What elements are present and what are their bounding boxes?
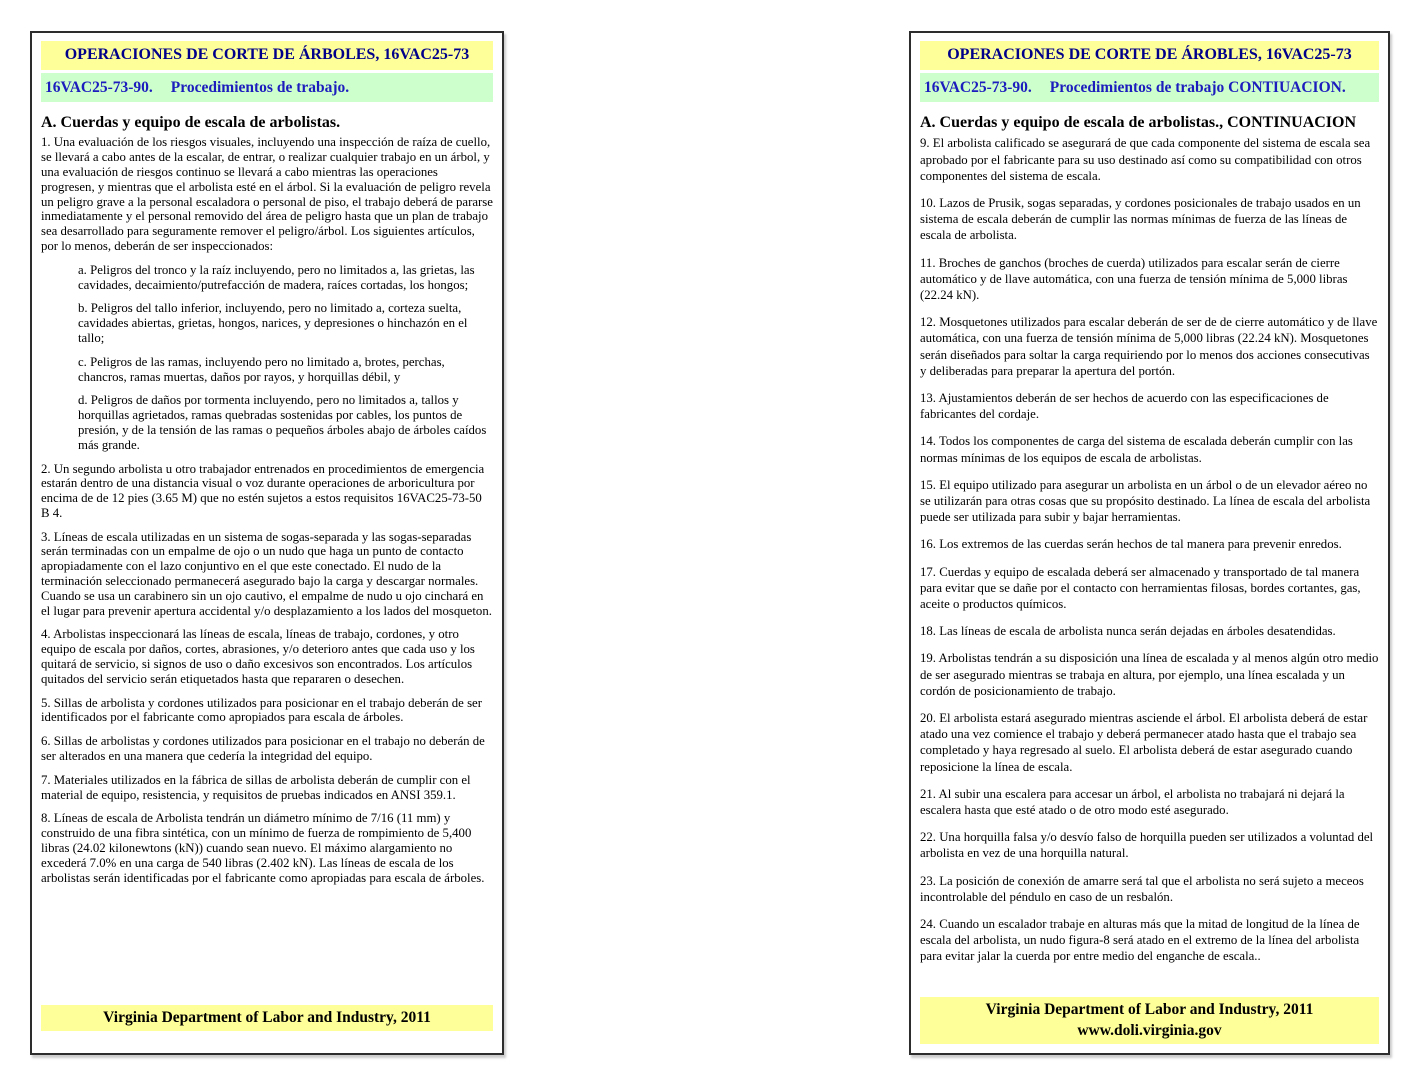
- section-code: 16VAC25-73-90.: [924, 78, 1032, 96]
- page-left: [30, 31, 504, 1055]
- section-title: Procedimientos de trabajo.: [170, 78, 350, 96]
- body-paragraph: 8. Líneas de escala de Arbolista tendrán un diámetro mínimo de 7/16 (11 mm) y construido de una fibra sintética, con un mínimo de fuerza de rompimiento de 5,400 libras (24.02 kilonewtons (kN)) cuando sean nuevo. El máximo alargamiento no excederá 7.0% en una carga de 540 libras (2.402 kN). Las líneas de escala de los arbolistas serán identificadas por el fabricante como apropiadas para escala de árboles.: [41, 811, 485, 885]
- body-paragraph: b. Peligros del tallo inferior, incluyendo, pero no limitado a, corteza suelta, cavidades abiertas, grietas, hongos, narices, y depresiones o hinchazón en el tallo;: [78, 301, 468, 345]
- body-paragraph: 7. Materiales utilizados en la fábrica de sillas de arbolista deberán de cumplir con el material de equipo, resistencia, y requisitos de pruebas indicados en ANSI 359.1.: [41, 772, 471, 802]
- body-paragraph: 14. Todos los componentes de carga del sistema de escalada deberán cumplir con las normas mínimas de los equipos de escala de arbolistas.: [920, 434, 1353, 465]
- section-heading-band: [920, 73, 1379, 102]
- body-paragraph: 18. Las líneas de escala de arbolista nunca serán dejadas en árboles desatendidas.: [920, 624, 1336, 639]
- page-title-banner: OPERACIONES DE CORTE DE ÁRBOLES, 16VAC25-73: [41, 41, 493, 70]
- body-paragraph: 22. Una horquilla falsa y/o desvío falso de horquilla pueden ser utilizados a voluntad del arbolista en vez de una horquilla natural.: [920, 830, 1374, 861]
- footer-line: Virginia Department of Labor and Industry, 2011: [103, 1008, 431, 1026]
- body-paragraph: 10. Lazos de Prusik, sogas separadas, y cordones posicionales de trabajo usados en un sistema de escala deberán de cumplir las normas mínimas de fuerza de las líneas de escala de arbolista.: [920, 195, 1361, 243]
- body-paragraph: 20. El arbolista estará asegurado mientras asciende el árbol. El arbolista deberá de estar atado una vez comience el trabajo y deberá permanecer atado hasta que el trabajo sea completado y haya regresado al suelo. El arbolista deberá de estar asegurado cuando reposicione la línea de escala.: [920, 711, 1368, 774]
- page-footer: [920, 997, 1379, 1044]
- body-paragraph: 24. Cuando un escalador trabaje en alturas más que la mitad de longitud de la línea de escala del arbolista, un nudo figura-8 será atado en el extremo de la línea del arbolista para evitar jalar la cuerda por entre medio del enganche de escala..: [920, 917, 1360, 964]
- body-paragraph: 5. Sillas de arbolista y cordones utilizados para posicionar en el trabajo deberán de ser identificados por el fabricante como apropiados para escala de árboles.: [41, 695, 482, 725]
- body-paragraph: 11. Broches de ganchos (broches de cuerda) utilizados para escalar serán de cierre automático y de llave automática, con una fuerza de tensión mínima de 5,000 libras (22.24 kN).: [920, 255, 1348, 302]
- page-body: [41, 135, 493, 894]
- body-paragraph: 9. El arbolista calificado se asegurará de que cada componente del sistema de escala sea aprobado por el fabricante para su uso destinado así como su compatibilidad con otros componentes del sistema de escala.: [920, 136, 1371, 183]
- body-paragraph: 16. Los extremos de las cuerdas serán hechos de tal manera para prevenir enredos.: [920, 537, 1342, 552]
- body-paragraph: 15. El equipo utilizado para asegurar un arbolista en un árbol o de un elevador aéreo no se utilizarán para otras cosas que su propósito destinado. La línea de escala del arbolista puede ser utilizada para subir y bajar herramientas.: [920, 477, 1371, 525]
- footer-url: www.doli.virginia.gov: [1077, 1021, 1222, 1039]
- body-paragraph: c. Peligros de las ramas, incluyendo pero no limitado a, brotes, perchas, chancros, ramas muertas, daños por rayos, y horquillas débil, y: [78, 354, 445, 384]
- body-paragraph: 19. Arbolistas tendrán a su disposición una línea de escalada y al menos algún otro medio de ser asegurado mientras se trabaja en altura, por ejemplo, una línea escalada y un cordón de posicionamiento de trabajo.: [920, 651, 1379, 698]
- body-paragraph: 21. Al subir una escalera para accesar un árbol, el arbolista no trabajará ni dejará la escalera hasta que esté atado o de otro modo esté asegurado.: [920, 786, 1345, 818]
- subsection-heading: A. Cuerdas y equipo de escala de arbolistas., CONTINUACION: [920, 114, 1357, 132]
- body-paragraph: 4. Arbolistas inspeccionará las líneas de escala, líneas de trabajo, cordones, y otro equipo de escala por daños, cortes, abrasiones, y/o deterioro antes que cada uso y los quitará de servicio, si signos de uso o daño excesivos son encontrados. Los artículos quitados del servicio serán etiquetados hasta que repararen o desechen.: [41, 627, 475, 686]
- body-paragraph: 17. Cuerdas y equipo de escalada deberá ser almacenado y transportado de tal manera para evitar que se dañe por el contacto con herramientas filosas, bordes cortantes, gas, aceite o productos químicos.: [920, 564, 1361, 612]
- body-paragraph: 13. Ajustamientos deberán de ser hechos de acuerdo con las especificaciones de fabricantes del cordaje.: [920, 391, 1329, 422]
- section-title: Procedimientos de trabajo CONTIUACION.: [1049, 78, 1346, 96]
- page-footer: [41, 1005, 493, 1031]
- footer-line: Virginia Department of Labor and Industry, 2011: [985, 1001, 1314, 1019]
- body-paragraph: 3. Líneas de escala utilizadas en un sistema de sogas-separada y las sogas-separadas serán terminadas con un empalme de ojo o un nudo que haga un punto de contacto apropiadamente con el lazo conjuntivo en el que este conectado. El nudo de la terminación seleccionado permanecerá asegurado bajo la carga y descargar normales. Cuando se usa un carabinero sin un ojo cautivo, el empalme de nudo u ojo cinchará en el lugar para prevenir apertura accidental y/o desplazamiento a los lados del mosqueton.: [41, 529, 492, 618]
- body-paragraph: 2. Un segundo arbolista u otro trabajador entrenados en procedimientos de emergencia estarán dentro de una distancia visual o voz durante operaciones de arboricultura por encima de de 12 pies (3.65 M) que no estén sujetos a estos requisitos 16VAC25-73-50 B 4.: [41, 461, 485, 520]
- page-title-banner: OPERACIONES DE CORTE DE ÁROBLES, 16VAC25-73: [920, 41, 1379, 70]
- body-paragraph: 23. La posición de conexión de amarre será tal que el arbolista no será sujeto a meceos incontrolable del péndulo en caso de un resbalón.: [920, 873, 1364, 904]
- section-code: 16VAC25-73-90.: [45, 78, 153, 96]
- body-paragraph: a. Peligros del tronco y la raíz incluyendo, pero no limitados a, las grietas, las cavidades, decaimiento/putrefacción de madera, raíces cortadas, los hongos;: [78, 262, 475, 292]
- body-paragraph: 6. Sillas de arbolistas y cordones utilizados para posicionar en el trabajo no deberán de ser alterados en una manera que cedería la integridad del equipo.: [41, 734, 485, 764]
- body-paragraph: 12. Mosquetones utilizados para escalar deberán de ser de de cierre automático y de llave automática, con una fuerza de tensión mínima de 5,000 libras (22.24 kN). Mosquetones serán diseñados para soltar la carga requiriendo por lo menos dos acciones consecutivas y deliberadas para preparar la apertura del portón.: [920, 315, 1378, 378]
- body-paragraph: d. Peligros de daños por tormenta incluyendo, pero no limitados a, tallos y horquillas agrietados, ramas quebradas sostenidas por cables, los puntos de presión, y de la tensión de las ramas o pequeños árboles abajo de árboles caídos más grande.: [78, 393, 487, 452]
- section-heading-band: [41, 73, 493, 102]
- body-paragraph: 1. Una evaluación de los riesgos visuales, incluyendo una inspección de raíza de cuello, se llevará a cabo antes de la escalar, de entrar, o realizar cualquier trabajo en un árbol, y una evaluación de riesgos continuo se llevará a cabo mientras las operaciones progresen, y mientras que el arbolista esté en el árbol. Si la evaluación de peligro revela un peligro grave a la personal escaladora o personal de piso, el trabajo deberá de pararse inmediatamente y el personal removido del área de peligro hasta que un plan de trabajo sea desarrollado para seguramente remover el peligro/árbol. Los siguientes artículos, por lo menos, deberán de ser inspeccionados:: [41, 135, 493, 253]
- page-right: [909, 31, 1390, 1055]
- subsection-heading: A. Cuerdas y equipo de escala de arbolistas.: [41, 114, 341, 132]
- page-body: [920, 135, 1379, 975]
